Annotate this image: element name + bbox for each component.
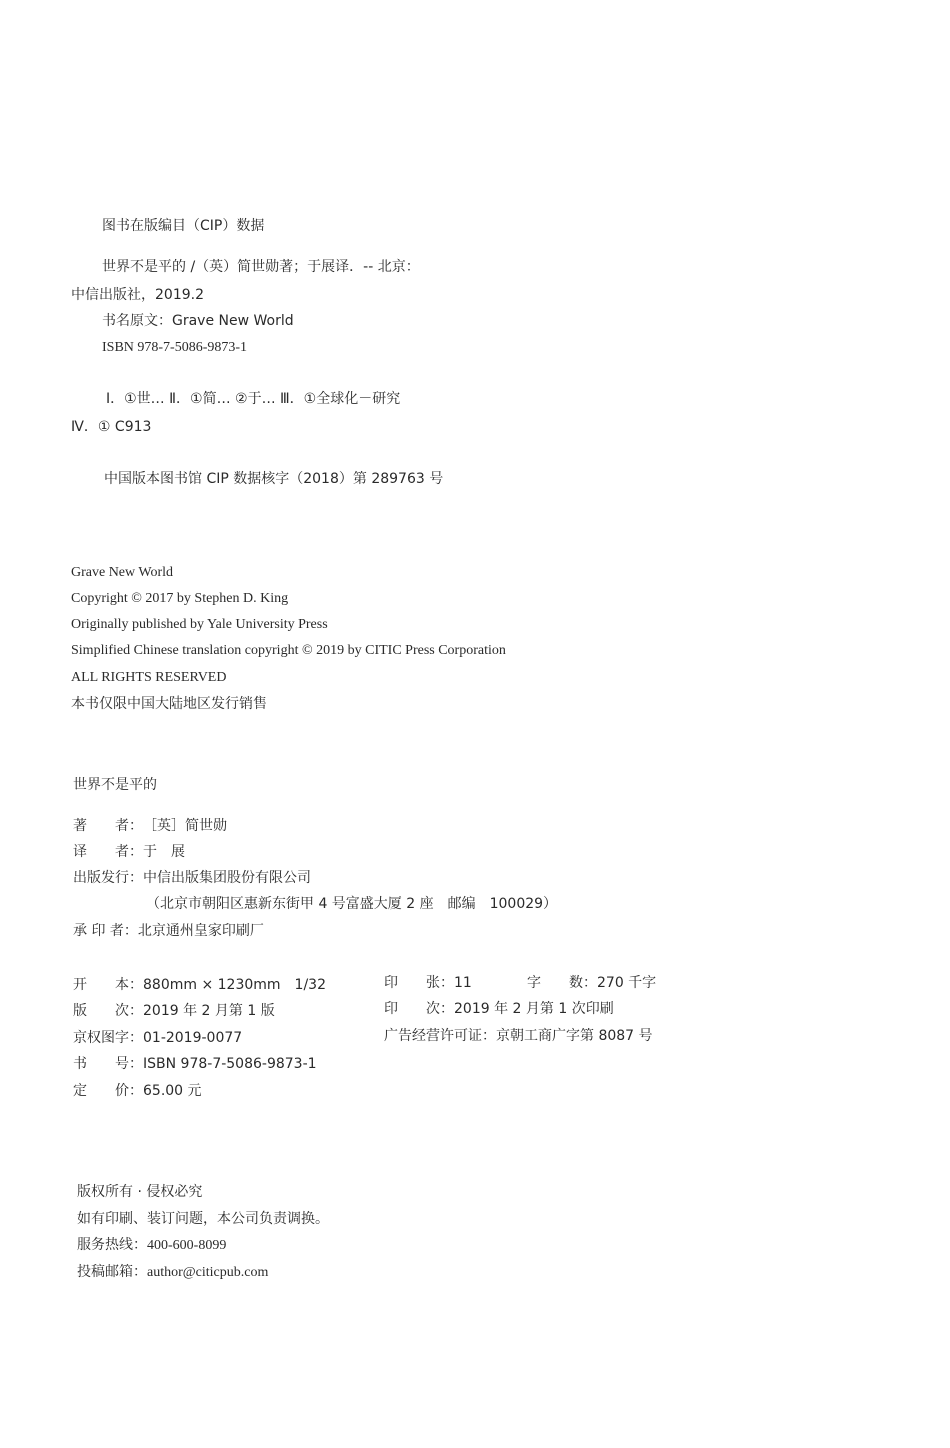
- cip-line-classification: Ⅰ．①世… Ⅱ．①简… ②于… Ⅲ．①全球化－研究: [106, 391, 401, 407]
- colophon-title: 世界不是平的: [73, 777, 157, 793]
- copyright-original-publisher: Originally published by Yale University Press: [71, 617, 328, 632]
- colophon-contract-row: [73, 1029, 242, 1047]
- colophon-words-row: [527, 974, 656, 992]
- contract-label: 京权图字：: [73, 1030, 143, 1046]
- footer-replacement-notice: 如有印刷、装订问题，本公司负责调换。: [77, 1211, 329, 1227]
- sheets-label: 印 张：: [384, 975, 454, 991]
- colophon-sheets-row: [384, 974, 472, 992]
- contract-value: 01-2019-0077: [143, 1030, 243, 1046]
- edition-label: 版 次：: [73, 1003, 143, 1019]
- copyright-translation: Simplified Chinese translation copyright © 2019 by CITIC Press Corporation: [71, 643, 506, 658]
- cip-line-title: 世界不是平的 /（英）简世勋著；于展译．-- 北京：: [102, 259, 420, 275]
- copyright-rights-reserved: ALL RIGHTS RESERVED: [71, 670, 227, 685]
- cip-heading: 图书在版编目（CIP）数据: [102, 218, 265, 234]
- copyright-distribution-notice: 本书仅限中国大陆地区发行销售: [71, 696, 267, 712]
- translator-value: 于 展: [143, 844, 185, 860]
- printing-label: 印 次：: [384, 1001, 454, 1017]
- colophon-printer-row: [73, 922, 264, 940]
- format-value: 880mm × 1230mm 1/32: [143, 977, 326, 993]
- cip-line-class-code: Ⅳ．① C913: [71, 419, 152, 435]
- words-value: 270 千字: [597, 975, 657, 991]
- author-value: ［英］简世勋: [143, 818, 227, 834]
- printer-value: 北京通州皇家印刷厂: [137, 923, 264, 939]
- edition-value: 2019 年 2 月第 1 版: [143, 1003, 275, 1019]
- isbn-label: 书 号：: [73, 1056, 143, 1072]
- sheets-value: 11: [454, 975, 472, 991]
- colophon-publisher-row: [73, 869, 311, 887]
- footer-email-row: [77, 1263, 268, 1282]
- footer-rights: 版权所有 · 侵权必究: [77, 1184, 203, 1200]
- colophon-ad-license-row: [384, 1027, 653, 1045]
- cip-line-original-title: 书名原文：Grave New World: [102, 313, 294, 329]
- price-label: 定 价：: [73, 1083, 143, 1099]
- printer-label: 承 印 者：: [73, 923, 138, 939]
- translator-label: 译 者：: [73, 844, 143, 860]
- ad-license-label: 广告经营许可证：: [384, 1028, 496, 1044]
- isbn-value: ISBN 978-7-5086-9873-1: [143, 1056, 317, 1072]
- colophon-printing-row: [384, 1000, 614, 1018]
- hotline-value: 400-600-8099: [147, 1238, 227, 1253]
- email-value: author@citicpub.com: [147, 1265, 269, 1280]
- cip-line-isbn: ISBN 978-7-5086-9873-1: [102, 340, 248, 355]
- printing-value: 2019 年 2 月第 1 次印刷: [454, 1001, 614, 1017]
- price-value: 65.00 元: [143, 1083, 202, 1099]
- hotline-label: 服务热线：: [77, 1237, 147, 1253]
- words-label: 字 数：: [527, 975, 597, 991]
- publisher-value: 中信出版集团股份有限公司: [143, 870, 311, 886]
- colophon-price-row: [73, 1082, 202, 1100]
- colophon-author-row: [73, 817, 227, 835]
- format-label: 开 本：: [73, 977, 143, 993]
- footer-hotline-row: [77, 1236, 226, 1255]
- publisher-label: 出版发行：: [73, 870, 143, 886]
- email-label: 投稿邮箱：: [77, 1264, 147, 1280]
- publisher-address: （北京市朝阳区惠新东街甲 4 号富盛大厦 2 座 邮编 100029）: [146, 896, 558, 912]
- colophon-isbn-row: [73, 1055, 317, 1073]
- copyright-notice: Copyright © 2017 by Stephen D. King: [71, 591, 289, 606]
- colophon-translator-row: [73, 843, 185, 861]
- cip-line-publisher: 中信出版社，2019.2: [71, 287, 204, 303]
- colophon-edition-row: [73, 1002, 275, 1020]
- author-label: 著 者：: [73, 818, 143, 834]
- copyright-original-title: Grave New World: [71, 565, 174, 580]
- cip-line-record-number: 中国版本图书馆 CIP 数据核字（2018）第 289763 号: [104, 471, 444, 487]
- colophon-format-row: [73, 976, 326, 994]
- ad-license-value: 京朝工商广字第 8087 号: [496, 1028, 653, 1044]
